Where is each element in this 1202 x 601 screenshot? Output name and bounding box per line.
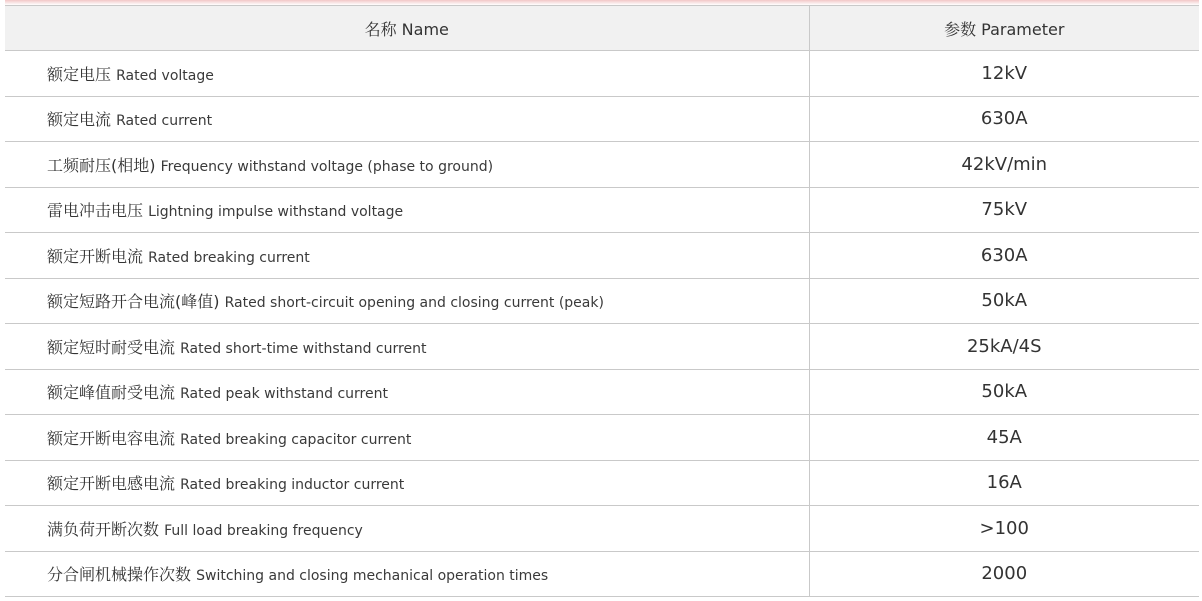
row-name-cn: 雷电冲击电压 [47, 201, 144, 221]
table-body [5, 51, 1199, 597]
table-row [5, 324, 1199, 370]
row-name-cell [5, 96, 809, 142]
row-name-en: Rated short-time withstand current [180, 340, 427, 357]
spec-table [5, 5, 1199, 597]
row-name-en: Rated current [116, 113, 213, 130]
table-row [5, 369, 1199, 415]
table-row [5, 415, 1199, 461]
row-name-cn: 额定电流 [47, 110, 112, 130]
row-name-cell [5, 51, 809, 97]
row-name-cell [5, 233, 809, 279]
row-value: 630A [809, 96, 1199, 142]
row-name-cn: 分合闸机械操作次数 [47, 565, 192, 585]
row-value: 25kA/4S [809, 324, 1199, 370]
row-name-en: Switching and closing mechanical operation times [196, 568, 549, 585]
table-row [5, 51, 1199, 97]
row-name-cn: 额定短时耐受电流 [47, 337, 176, 357]
table-row [5, 551, 1199, 597]
row-name-en: Rated breaking current [148, 249, 310, 266]
table-header-row [5, 6, 1199, 51]
row-name-en: Frequency withstand voltage (phase to ground) [160, 158, 494, 175]
row-value: 630A [809, 233, 1199, 279]
row-name-cell [5, 551, 809, 597]
row-name-cell [5, 187, 809, 233]
table-row [5, 142, 1199, 188]
table-row [5, 233, 1199, 279]
row-name-cell [5, 324, 809, 370]
row-name-cn: 额定峰值耐受电流 [47, 383, 176, 403]
row-value: >100 [809, 506, 1199, 552]
row-name-en: Rated breaking capacitor current [180, 431, 412, 448]
row-name-en: Lightning impulse withstand voltage [148, 204, 404, 221]
row-value: 2000 [809, 551, 1199, 597]
row-value: 50kA [809, 278, 1199, 324]
row-name-cn: 额定电压 [47, 64, 112, 84]
row-name-cn: 工频耐压(相地) [47, 155, 156, 175]
header-parameter: 参数 Parameter [809, 6, 1199, 51]
row-name-cn: 额定开断电流 [47, 246, 144, 266]
table-row [5, 278, 1199, 324]
table-row [5, 506, 1199, 552]
row-name-cn: 额定开断电容电流 [47, 428, 176, 448]
row-name-cell [5, 278, 809, 324]
header-name: 名称 Name [5, 6, 809, 51]
row-value: 16A [809, 460, 1199, 506]
row-value: 42kV/min [809, 142, 1199, 188]
row-value: 75kV [809, 187, 1199, 233]
table-row [5, 187, 1199, 233]
table-row [5, 96, 1199, 142]
row-name-cn: 额定短路开合电流(峰值) [47, 292, 220, 312]
row-name-cell [5, 506, 809, 552]
row-name-cell [5, 369, 809, 415]
row-name-en: Rated breaking inductor current [180, 477, 405, 494]
row-name-cell [5, 415, 809, 461]
row-value: 50kA [809, 369, 1199, 415]
row-name-en: Rated short-circuit opening and closing current (peak) [224, 295, 604, 312]
row-name-cell [5, 142, 809, 188]
row-name-cn: 满负荷开断次数 [47, 519, 160, 539]
row-name-en: Rated voltage [116, 67, 214, 84]
row-name-en: Full load breaking frequency [164, 522, 363, 539]
row-value: 12kV [809, 51, 1199, 97]
row-name-en: Rated peak withstand current [180, 386, 388, 403]
table-row [5, 460, 1199, 506]
row-name-cn: 额定开断电感电流 [47, 474, 176, 494]
row-value: 45A [809, 415, 1199, 461]
row-name-cell [5, 460, 809, 506]
